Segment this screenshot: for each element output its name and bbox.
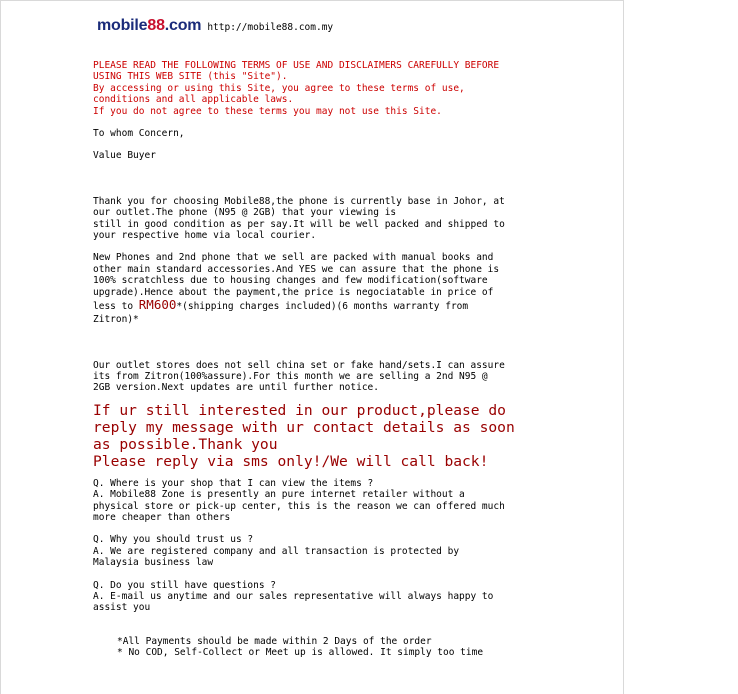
faq-item — [93, 580, 538, 614]
paragraph-outlet — [93, 360, 538, 394]
text-line: Zitron)* — [93, 314, 139, 326]
faq-answer: assist you — [93, 602, 151, 614]
faq-answer: Malaysia business law — [93, 557, 214, 569]
price-suffix: *(shipping charges included)(6 months warranty from — [176, 301, 469, 313]
paragraph-intro — [93, 196, 538, 242]
text-line: upgrade).Hence about the payment,the price is negociatable in price of — [93, 286, 494, 298]
payment-notes — [93, 636, 538, 659]
faq-answer: more cheaper than others — [93, 511, 231, 523]
price-value: RM600 — [138, 297, 177, 313]
faq-answer: A. We are registered company and all transaction is protected by — [93, 545, 460, 557]
faq-item — [93, 534, 538, 568]
site-url[interactable]: http://mobile88.com.my — [207, 22, 334, 33]
text-line: our outlet.The phone (N95 @ 2GB) that your viewing is — [93, 207, 397, 219]
mobile88-logo[interactable] — [97, 17, 202, 34]
text-line: 2GB version.Next updates are until further notice. — [93, 382, 379, 394]
callout-line: Please reply via sms only!/We will call back! — [93, 452, 489, 470]
disclaimer-line: PLEASE READ THE FOLLOWING TERMS OF USE AND DISCLAIMERS CAREFULLY BEFORE — [93, 60, 500, 71]
text-line: 100% scratchless due to housing changes and few modification(software — [93, 275, 488, 287]
logo-text-main: mobile — [97, 17, 148, 34]
callout-line: If ur still interested in our product,please do — [93, 401, 506, 419]
logo-text-accent: 88 — [147, 17, 165, 34]
faq-answer: physical store or pick-up center, this is the reason we can offered much — [93, 500, 505, 512]
listing-content — [93, 17, 538, 659]
text-line: its from Zitron(100%assure).For this month we are selling a 2nd N95 @ — [93, 370, 488, 382]
text-line: your respective home via local courier. — [93, 230, 317, 242]
disclaimer-line: conditions and all applicable laws. — [93, 94, 294, 106]
text-line: still in good condition as per say.It will be well packed and shipped to — [93, 218, 505, 230]
greeting: To whom Concern, — [93, 128, 185, 140]
logo-text-suffix: .com — [164, 17, 202, 34]
disclaimer-line: USING THIS WEB SITE (this "Site"). — [93, 71, 288, 83]
faq-question: Q. Where is your shop that I can view the items ? — [93, 477, 374, 489]
disclaimer — [93, 60, 538, 117]
recipient: Value Buyer — [93, 150, 156, 162]
text-line: other main standard accessories.And YES we can assure that the phone is — [93, 263, 500, 275]
disclaimer-line: If you do not agree to these terms you may not use this Site. — [93, 105, 442, 117]
callout-message — [93, 402, 538, 470]
note-line: * No COD, Self-Collect or Meet up is allowed. It simply too time — [117, 647, 484, 659]
paragraph-condition — [93, 252, 538, 325]
faq-question: Q. Do you still have questions ? — [93, 579, 277, 591]
faq-question: Q. Why you should trust us ? — [93, 534, 254, 546]
right-gutter — [624, 0, 738, 693]
text-line: New Phones and 2nd phone that we sell are packed with manual books and — [93, 252, 494, 264]
text-line: Thank you for choosing Mobile88,the phone is currently base in Johor, at — [93, 195, 505, 207]
note-line: *All Payments should be made within 2 Days of the order — [117, 635, 432, 647]
price-line — [93, 298, 538, 314]
callout-line: as possible.Thank you — [93, 435, 278, 453]
header — [97, 17, 542, 40]
faq-answer: A. Mobile88 Zone is presently an pure internet retailer without a — [93, 489, 465, 501]
callout-line: reply my message with ur contact details as soon — [93, 418, 515, 436]
disclaimer-line: By accessing or using this Site, you agree to these terms of use, — [93, 82, 465, 94]
faq-answer: A. E-mail us anytime and our sales representative will always happy to — [93, 590, 494, 602]
price-prefix: less to — [93, 301, 139, 313]
faq-item — [93, 478, 538, 524]
text-line: Our outlet stores does not sell china set or fake hand/sets.I can assure — [93, 359, 505, 371]
